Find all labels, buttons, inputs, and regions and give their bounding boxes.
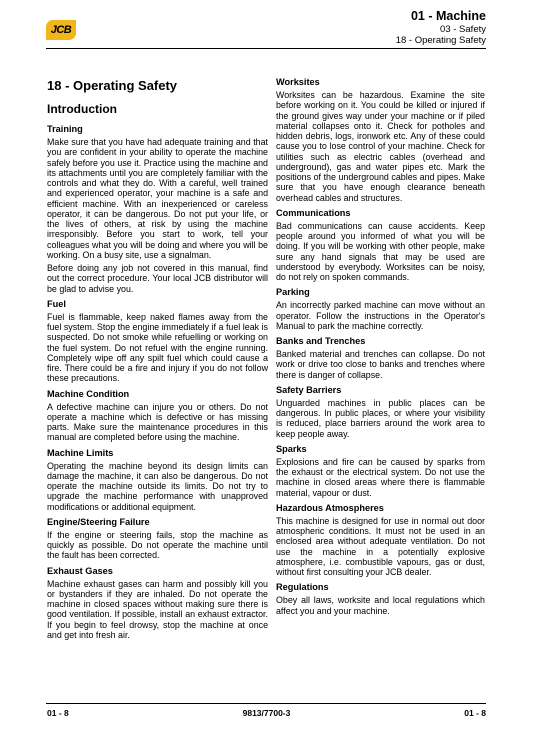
footer-page-left: 01 - 8 <box>47 708 69 718</box>
left-column <box>47 62 268 643</box>
right-column <box>276 62 485 619</box>
paragraph-hazardous-atmospheres: This machine is designed for use in normal out door atmospheric conditions. It must not be used in an enclosed area without adequate ventilation. Do not use the machine in a potentially explosive atmosphere, i.e. combustible vapours, gas or dust, without first consulting your JCB dealer. <box>276 515 485 577</box>
subheading-sparks: Sparks <box>276 443 307 454</box>
subheading-machine-limits: Machine Limits <box>47 447 114 458</box>
subheading-hazardous-atmospheres: Hazardous Atmospheres <box>276 502 384 513</box>
paragraph-machine-condition: A defective machine can injure you or others. Do not operate a machine which is defective or has missing parts. Make sure the maintenance procedures in this manual are completed before using the machine. <box>47 401 268 443</box>
subheading-fuel: Fuel <box>47 298 66 309</box>
paragraph-machine-limits: Operating the machine beyond its design limits can damage the machine, it can also be dangerous. Do not operate the machine outside its limits. Do not try to upgrade the machine performance with unapproved modifications or additional equipment. <box>47 460 268 512</box>
paragraph-worksites: Worksites can be hazardous. Examine the site before working on it. You could be killed or injured if the ground gives way under your machine or if piled material collapses onto it. Check for potholes and hidden debris, logs, ironwork etc. Any of these could cause you to lose control of your machine. Check for utilities such as electric cables (overhead and underground), gas and water pipes etc. Mark the positions of the underground cables and pipes. Make sure that you have enough clearance beneath overhead cables and structures. <box>276 90 485 203</box>
page-header <box>396 9 486 46</box>
paragraph-training: Before doing any job not covered in this manual, find out the correct procedure. Your local JCB distributor will be glad to advise you. <box>47 263 268 294</box>
header-subsection: 03 - Safety <box>440 24 486 35</box>
paragraph-engine-steering-failure: If the engine or steering fails, stop the machine as quickly as possible. Do not operate the machine until the fault has been corrected. <box>47 529 268 561</box>
paragraph-communications: Bad communications can cause accidents. Keep people around you informed of what you will be doing. If you will be working with other people, make sure any hand signals that may be used are understood by everybody. Worksites can be noisy, do not rely on spoken commands. <box>276 220 485 282</box>
subheading-communications: Communications <box>276 207 351 218</box>
subheading-regulations: Regulations <box>276 582 329 593</box>
header-topic: 18 - Operating Safety <box>395 35 486 46</box>
subheading-machine-condition: Machine Condition <box>47 388 130 399</box>
page-title: 18 - Operating Safety <box>47 78 178 93</box>
header-rule <box>46 48 486 49</box>
paragraph-parking: An incorrectly parked machine can move without an operator. Follow the instructions in the Operator's Manual to park the machine correctly. <box>276 300 485 331</box>
footer-page-right: 01 - 8 <box>464 708 486 718</box>
subheading-exhaust-gases: Exhaust Gases <box>47 565 113 576</box>
subheading-banks-and-trenches: Banks and Trenches <box>276 336 366 346</box>
subheading-safety-barriers: Safety Barriers <box>276 384 342 395</box>
logo-text: JCB <box>50 24 72 36</box>
paragraph-training: Make sure that you have had adequate training and that you are confident in your ability to operate the machine safely before you use it. Practice using the machine and its attachments until you are completely familiar with the controls and what they do. With a careful, well trained and experienced operator, your machine is a safe and efficient machine. With an inexperienced or careless operator, it can be dangerous. Do not put your life, or the lives of others, at risk by using the machine irresponsibly. Before you start to work, tell your colleagues what you will be doing and where you will be working. On a busy site, use a signalman. <box>47 137 268 260</box>
paragraph-banks-and-trenches: Banked material and trenches can collapse. Do not work or drive too close to banks and trenches where there is danger of collapse. <box>276 349 485 380</box>
subheading-worksites: Worksites <box>276 77 320 87</box>
jcb-logo <box>46 20 76 40</box>
section-title: Introduction <box>47 102 117 116</box>
paragraph-safety-barriers: Unguarded machines in public places can be dangerous. In public places, or where your visibility is reduced, place barriers around the work area to keep people away. <box>276 397 485 439</box>
header-title: 01 - Machine <box>410 9 486 23</box>
footer-rule <box>46 703 486 704</box>
subheading-parking: Parking <box>276 287 310 298</box>
subheading-training: Training <box>47 124 83 134</box>
paragraph-regulations: Obey all laws, worksite and local regulations which affect you and your machine. <box>276 595 485 616</box>
paragraph-fuel: Fuel is flammable, keep naked flames away from the fuel system. Stop the engine immediately if a fuel leak is suspected. Do not smoke while refuelling or working on the fuel system. Do not refuel with the engine running. Completely wipe off any spilt fuel which could cause a fire. There could be a fire and injury if you do not follow these precautions. <box>47 311 268 384</box>
paragraph-exhaust-gases: Machine exhaust gases can harm and possibly kill you or bystanders if they are inhaled. Do not operate the machine in closed spaces without making sure there is good ventilation. If possible, install an exhaust extractor. If you begin to feel drowsy, stop the machine at once and get into fresh air. <box>47 578 268 640</box>
paragraph-sparks: Explosions and fire can be caused by sparks from the exhaust or the electrical system. Do not use the machine in closed areas where there is flammable material, vapour or dust. <box>276 456 485 498</box>
subheading-engine-steering-failure: Engine/Steering Failure <box>47 516 150 527</box>
footer-doc-number: 9813/7700-3 <box>242 708 291 718</box>
